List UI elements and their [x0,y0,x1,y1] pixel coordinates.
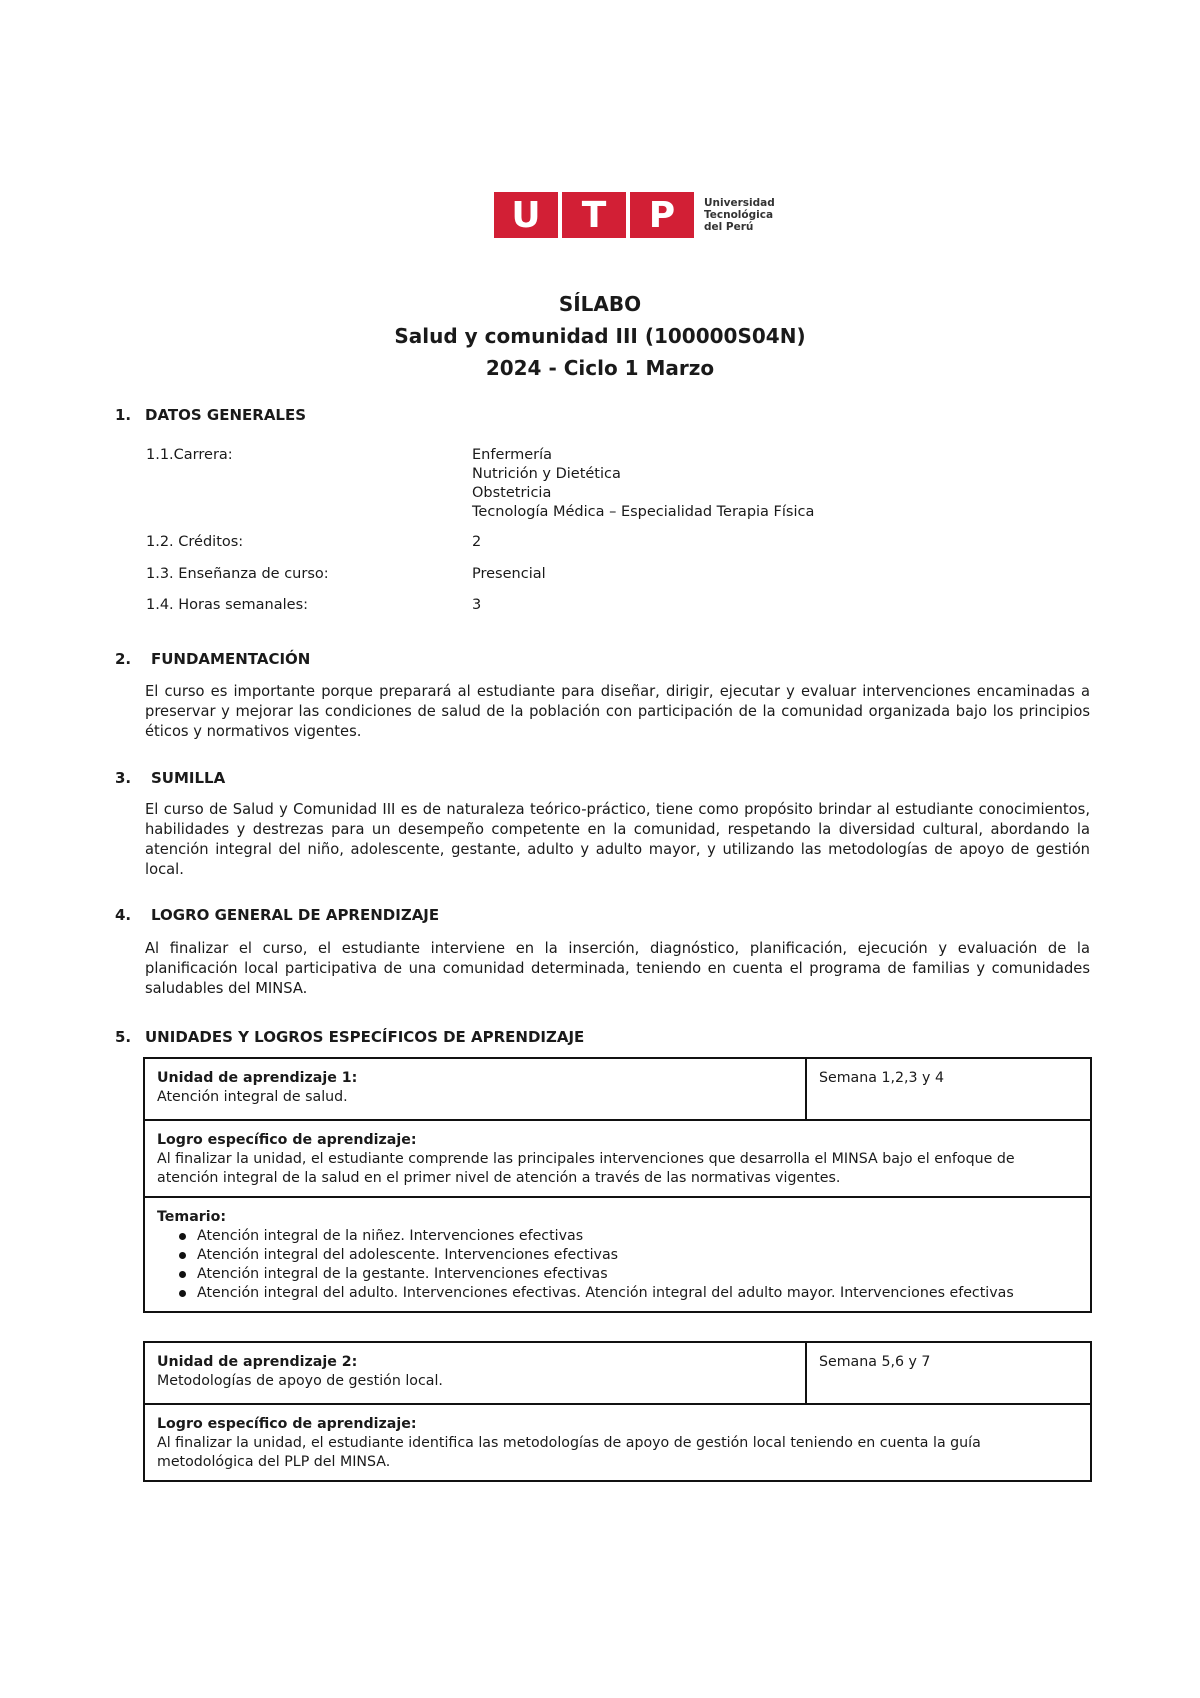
logro-text: Al finalizar la unidad, el estudiante identifica las metodologías de apoyo de gestión local teniendo en cuenta la guía metodológica del PLP del MINSA. [157,1435,981,1470]
logro-label: Logro específico de aprendizaje: [157,1416,417,1432]
unit-header-row [145,1059,1090,1121]
carrera-values [472,446,972,522]
logo-text-line: Universidad [704,197,775,209]
horas-label: 1.4. Horas semanales: [146,597,309,613]
document-title [0,288,1200,384]
unit-weeks: Semana 1,2,3 y 4 [819,1070,944,1086]
logro-text: Al finalizar la unidad, el estudiante comprende las principales intervenciones que desarrolla el MINSA bajo el enfoque de atención integral de la salud en el primer nivel de atención a través de las normativas vigentes. [157,1151,1015,1186]
fundamentacion-paragraph: El curso es importante porque preparará al estudiante para diseñar, dirigir, ejecutar y evaluar intervenciones encaminadas a preservar y mejorar las condiciones de salud de la población con participación de la comunidad organizada bajo los principios éticos y normativos vigentes. [145,683,1090,740]
unit-label: Unidad de aprendizaje 2: [157,1354,358,1370]
carrera-value: Nutrición y Dietética [472,466,621,482]
unit-weeks: Semana 5,6 y 7 [819,1354,931,1370]
creditos-value: 2 [472,534,482,550]
logo-wordmark [704,197,775,233]
list-item: Atención integral del adolescente. Intervenciones efectivas [197,1246,1078,1265]
unit-table-1 [143,1057,1092,1313]
title-line-silabo: SÍLABO [558,292,642,316]
section-title: SUMILLA [151,769,226,787]
section-number: 1. [115,406,132,424]
unit-temario-cell [145,1198,1090,1311]
list-item: Atención integral del adulto. Intervenciones efectivas. Atención integral del adulto mayor. Intervenciones efectivas [197,1284,1078,1303]
logro-label: Logro específico de aprendizaje: [157,1132,417,1148]
logro-general-paragraph: Al finalizar el curso, el estudiante interviene en la inserción, diagnóstico, planificación, ejecución y evaluación de la planificación local participativa de una comunidad determinada, teniendo en cuenta el programa de familias y comunidades saludables del MINSA. [145,940,1090,997]
title-line-cycle: 2024 - Ciclo 1 Marzo [485,356,715,380]
unit-title-cell [145,1059,807,1119]
unit-weeks-cell [807,1059,1090,1119]
logo-letter-u: U [494,192,558,238]
section-heading-unidades [115,1028,584,1046]
section-heading-fundamentacion [115,650,310,668]
unit-title-cell [145,1343,807,1403]
section-number: 4. [115,906,132,924]
logo-letter-p: P [630,192,694,238]
section-title: DATOS GENERALES [145,406,307,424]
section-heading-datos-generales [115,406,306,424]
ensenanza-value: Presencial [472,566,546,582]
title-line-course: Salud y comunidad III (100000S04N) [394,324,806,348]
unit-weeks-cell [807,1343,1090,1403]
horas-value: 3 [472,597,482,613]
section-number: 3. [115,769,132,787]
creditos-label: 1.2. Créditos: [146,534,244,550]
unit-header-row [145,1343,1090,1405]
carrera-value: Enfermería [472,447,553,463]
logo-text-line: Tecnológica [704,209,774,221]
section-number: 5. [115,1028,132,1046]
temario-list [157,1227,1078,1303]
section-heading-logro-general [115,906,439,924]
carrera-value: Tecnología Médica – Especialidad Terapia Física [472,504,815,520]
sumilla-paragraph: El curso de Salud y Comunidad III es de naturaleza teórico-práctico, tiene como propósito brindar al estudiante conocimientos, habilidades y destrezas para un desempeño competente en la comunidad, respetando la diversidad cultural, abordando la atención integral del niño, adolescente, gestante, adulto y adulto mayor, y utilizando las metodologías de apoyo de gestión local. [145,801,1090,878]
section-title: FUNDAMENTACIÓN [151,650,311,668]
logo-letter-t: T [562,192,626,238]
unit-name: Atención integral de salud. [157,1089,348,1105]
carrera-value: Obstetricia [472,485,552,501]
ensenanza-label: 1.3. Enseñanza de curso: [146,566,329,582]
unit-logro-row [145,1405,1090,1480]
section-number: 2. [115,650,132,668]
unit-table-2 [143,1341,1092,1482]
section-title: LOGRO GENERAL DE APRENDIZAJE [151,906,440,924]
unit-logro-cell [145,1121,1090,1196]
logo-text-line: del Perú [704,221,754,233]
unit-logro-cell [145,1405,1090,1480]
unit-label: Unidad de aprendizaje 1: [157,1070,358,1086]
list-item: Atención integral de la niñez. Intervenciones efectivas [197,1227,1078,1246]
unit-logro-row [145,1121,1090,1198]
section-title: UNIDADES Y LOGROS ESPECÍFICOS DE APRENDIZAJE [145,1028,585,1046]
utp-logo [494,192,775,238]
utp-logo-mark [494,192,694,238]
unit-temario-row [145,1198,1090,1311]
carrera-label: 1.1.Carrera: [146,447,233,463]
temario-label: Temario: [157,1209,227,1225]
list-item: Atención integral de la gestante. Intervenciones efectivas [197,1265,1078,1284]
section-heading-sumilla [115,769,225,787]
unit-name: Metodologías de apoyo de gestión local. [157,1373,443,1389]
